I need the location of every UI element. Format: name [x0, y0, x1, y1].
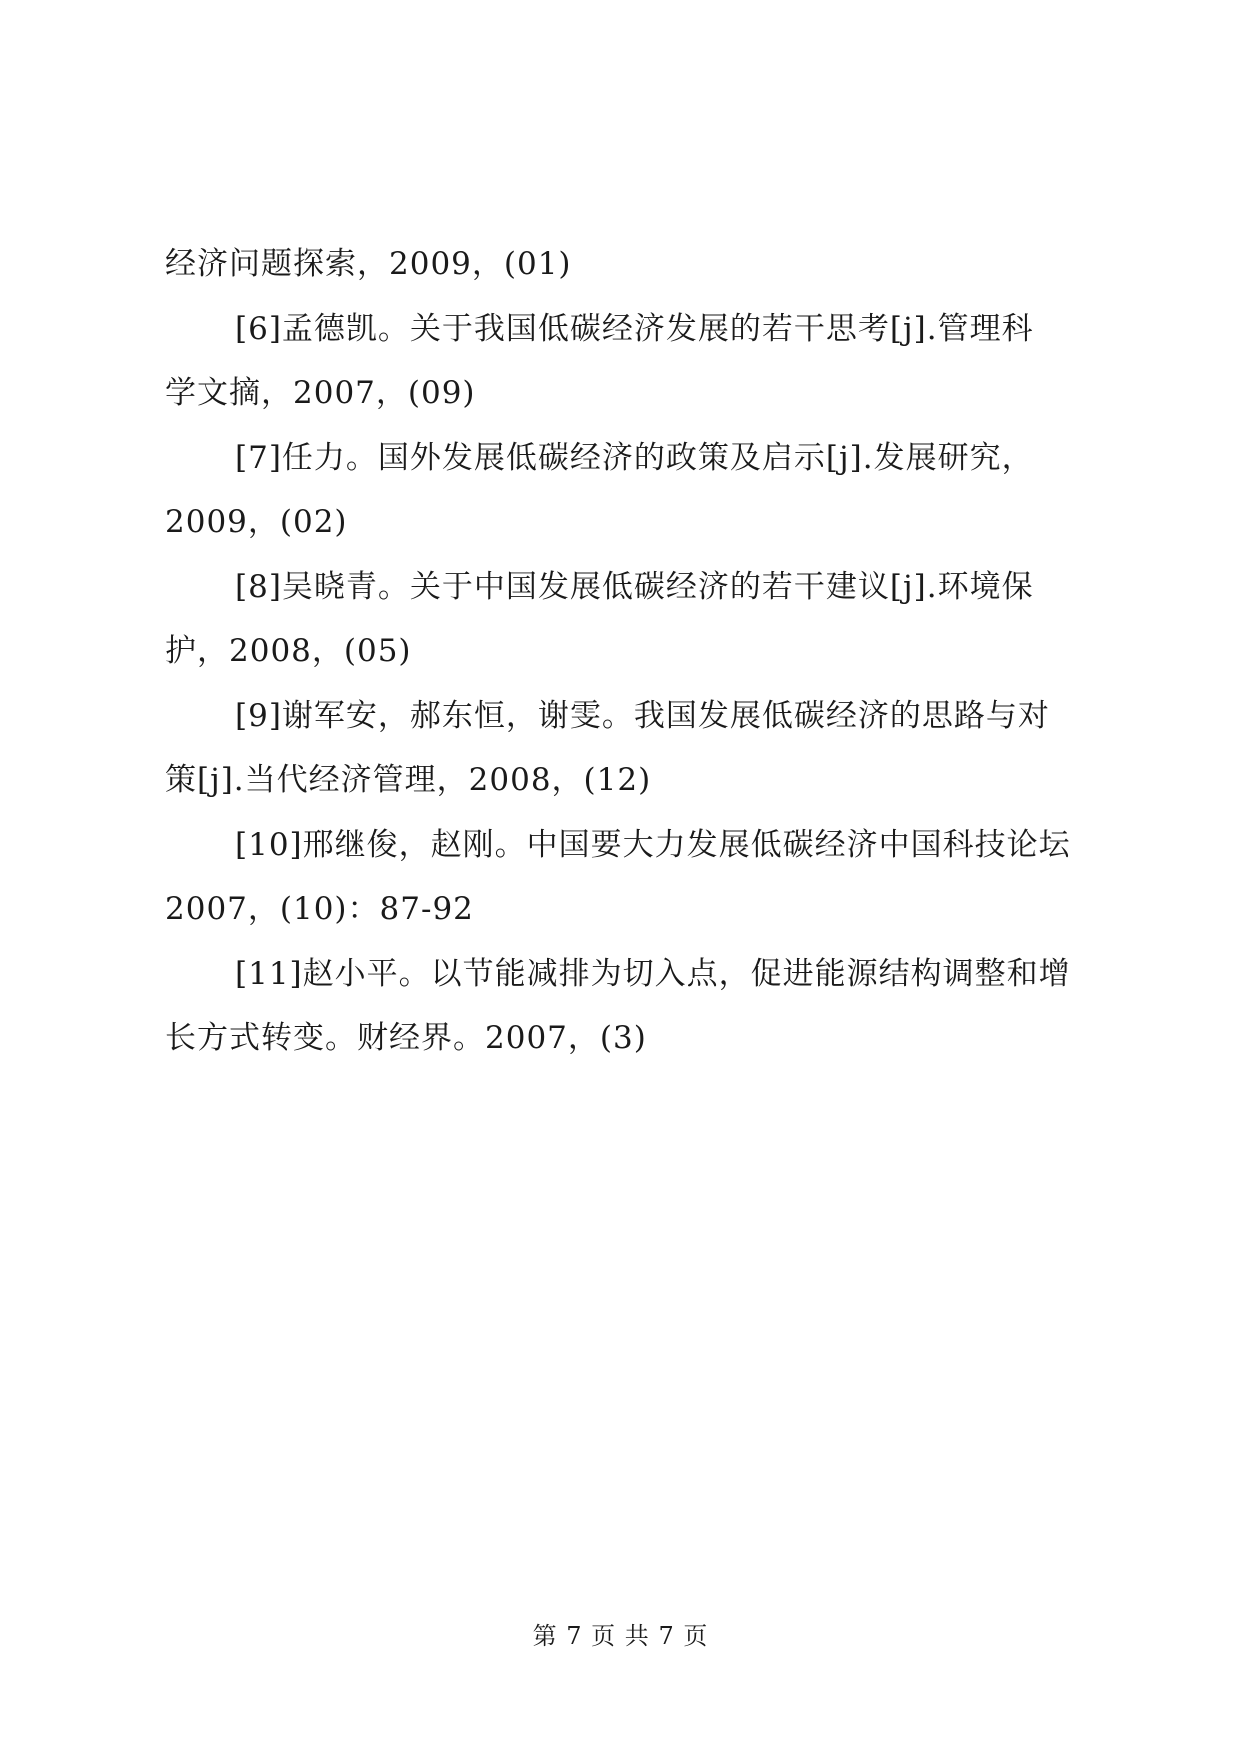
reference-line: 护，2008，(05) [165, 633, 412, 669]
reference-line: 经济问题探索，2009，(01) [165, 246, 572, 282]
reference-line: [10]邢继俊，赵刚。中国要大力发展低碳经济中国科技论坛 [235, 826, 1071, 863]
reference-line: 学文摘，2007，(09) [165, 375, 476, 411]
page-footer: 第 7 页 共 7 页 [532, 1622, 709, 1650]
reference-line: 长方式转变。财经界。2007，(3) [165, 1020, 647, 1056]
reference-line: [9]谢军安，郝东恒，谢雯。我国发展低碳经济的思路与对 [235, 697, 1050, 734]
reference-line: 策[j].当代经济管理，2008，(12) [165, 762, 652, 798]
reference-list [165, 232, 1090, 1071]
reference-line: [6]孟德凯。关于我国低碳经济发展的若干思考[j].管理科 [235, 310, 1034, 347]
reference-line: 2009，(02) [165, 504, 348, 540]
reference-line: [8]吴晓青。关于中国发展低碳经济的若干建议[j].环境保 [235, 568, 1034, 605]
reference-line: 2007，(10)：87-92 [165, 891, 474, 927]
reference-line: [7]任力。国外发展低碳经济的政策及启示[j].发展研究， [235, 439, 1034, 476]
reference-line: [11]赵小平。以节能减排为切入点，促进能源结构调整和增 [235, 955, 1071, 992]
